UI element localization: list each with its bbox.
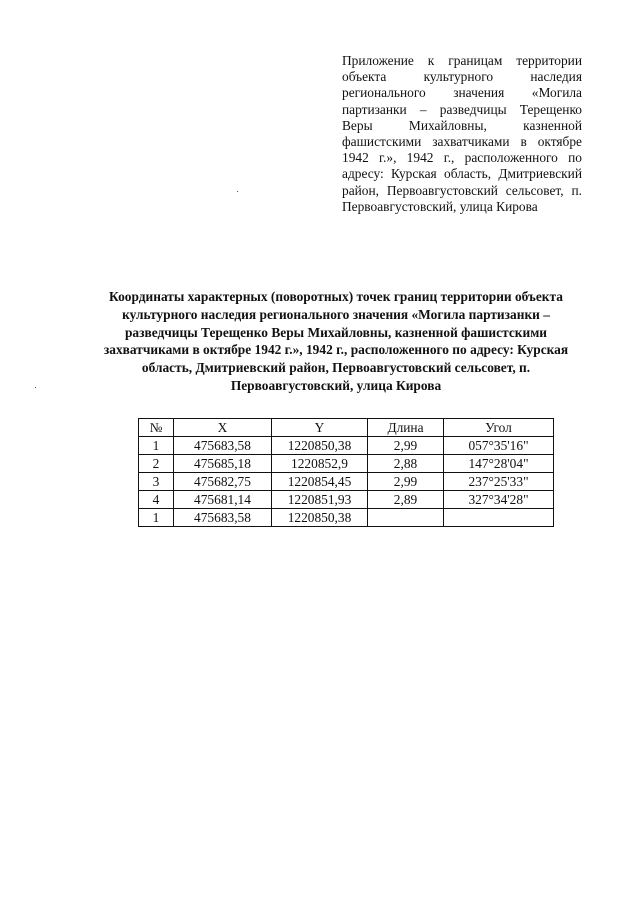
cell-number: 1 bbox=[139, 437, 174, 455]
cell-length: 2,88 bbox=[368, 455, 444, 473]
cell-number: 3 bbox=[139, 473, 174, 491]
header-length: Длина bbox=[368, 419, 444, 437]
cell-length: 2,99 bbox=[368, 473, 444, 491]
appendix-note: Приложение к границам территории объекта культурного наследия регионального значения «Могила партизанки – разведчицы Терещенко Веры Михайловны, казненной фашистскими захватчиками в октябре 1942 г.», 1942 г., расположенного по адресу: Курская область, Дмитриевский район, Первоавгустовский сельсовет, п. Первоавгустовский, улица Кирова bbox=[342, 53, 582, 214]
header-number: № bbox=[139, 419, 174, 437]
cell-number: 4 bbox=[139, 491, 174, 509]
cell-angle: 147°28'04" bbox=[444, 455, 554, 473]
document-title: Координаты характерных (поворотных) точек границ территории объекта культурного наследия регионального значения «Могила партизанки – разведчицы Терещенко Веры Михайловны, казненной фашистскими захватчиками в октябре 1942 г.», 1942 г., расположенного по адресу: Курская область, Дмитриевский район, Первоавгустовский сельсовет, п. Первоавгустовский, улица Кирова bbox=[103, 289, 569, 393]
scan-speck bbox=[35, 387, 36, 388]
cell-angle: 057°35'16" bbox=[444, 437, 554, 455]
cell-x: 475683,58 bbox=[174, 437, 272, 455]
table-row bbox=[139, 509, 554, 527]
cell-y: 1220850,38 bbox=[272, 437, 368, 455]
cell-y: 1220854,45 bbox=[272, 473, 368, 491]
table-row bbox=[139, 455, 554, 473]
cell-x: 475682,75 bbox=[174, 473, 272, 491]
cell-number: 1 bbox=[139, 509, 174, 527]
cell-x: 475683,58 bbox=[174, 509, 272, 527]
cell-angle: 237°25'33" bbox=[444, 473, 554, 491]
cell-y: 1220852,9 bbox=[272, 455, 368, 473]
table-header-row bbox=[139, 419, 554, 437]
cell-angle bbox=[444, 509, 554, 527]
table-row bbox=[139, 473, 554, 491]
table-row bbox=[139, 437, 554, 455]
cell-x: 475681,14 bbox=[174, 491, 272, 509]
header-x: X bbox=[174, 419, 272, 437]
scan-speck bbox=[237, 191, 238, 192]
cell-length: 2,89 bbox=[368, 491, 444, 509]
table-row bbox=[139, 491, 554, 509]
cell-angle: 327°34'28" bbox=[444, 491, 554, 509]
cell-number: 2 bbox=[139, 455, 174, 473]
coordinates-table bbox=[138, 418, 554, 527]
header-y: Y bbox=[272, 419, 368, 437]
cell-length: 2,99 bbox=[368, 437, 444, 455]
cell-y: 1220850,38 bbox=[272, 509, 368, 527]
cell-x: 475685,18 bbox=[174, 455, 272, 473]
header-angle: Угол bbox=[444, 419, 554, 437]
cell-y: 1220851,93 bbox=[272, 491, 368, 509]
cell-length bbox=[368, 509, 444, 527]
